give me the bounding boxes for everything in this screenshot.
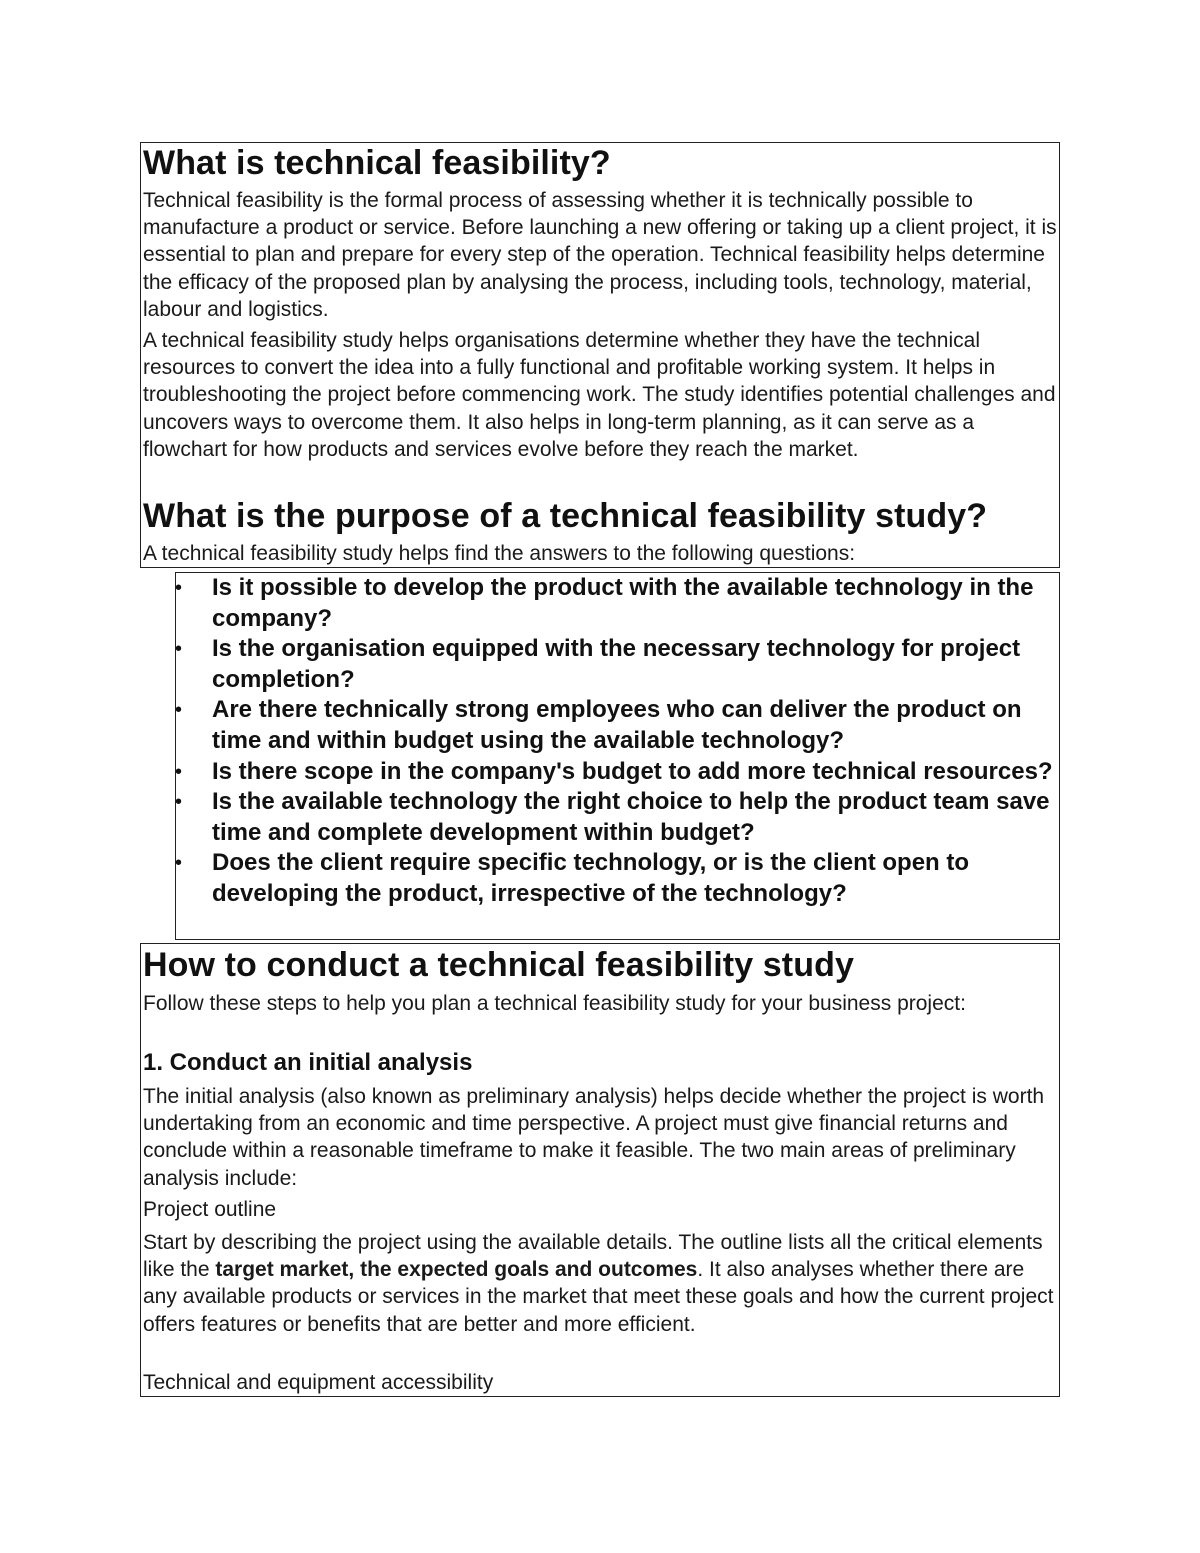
- list-item: [175, 573, 1055, 634]
- questions-list: [175, 573, 1055, 910]
- label-project-outline: Project outline: [143, 1198, 277, 1221]
- question-text: Are there technically strong employees who can deliver the product on time and within budget using the available technology?: [212, 696, 1022, 754]
- question-text: Does the client require specific technology, or is the client open to developing the product, irrespective of the technology?: [212, 849, 970, 907]
- paragraph-study-benefits: A technical feasibility study helps organisations determine whether they have the technical resources to convert the idea into a fully functional and profitable working system. It helps in troubleshooting the project before commencing work. The study identifies potential challenges and uncovers ways to overcome them. It also helps in long-term planning, as it can serve as a flowchart for how products and services evolve before they reach the market.: [143, 329, 1056, 461]
- bullet-icon: •: [175, 699, 183, 722]
- paragraph-initial-analysis: The initial analysis (also known as preliminary analysis) helps decide whether the project is worth undertaking from an economic and time perspective. A project must give financial returns and conclude within a reasonable timeframe to make it feasible. The two main areas of preliminary analysis include:: [143, 1085, 1045, 1190]
- question-text: Is the available technology the right choice to help the product team save time and complete development within budget?: [212, 788, 1050, 846]
- heading-step-1: 1. Conduct an initial analysis: [143, 1049, 473, 1076]
- bullet-icon: •: [175, 852, 183, 875]
- list-item: [175, 848, 1055, 909]
- outline-text-start: Start by describing the project using the available details. The outline lists all the critical elements like the: [143, 1231, 1043, 1282]
- heading-how-to-conduct: How to conduct a technical feasibility study: [143, 946, 854, 984]
- question-text: Is it possible to develop the product with the available technology in the company?: [212, 574, 1034, 632]
- paragraph-purpose-intro: A technical feasibility study helps find the answers to the following questions:: [143, 542, 856, 565]
- list-item: [175, 757, 1055, 788]
- bullet-icon: •: [175, 638, 183, 661]
- heading-what-is-technical-feasibility: What is technical feasibility?: [143, 144, 611, 182]
- bullet-icon: •: [175, 791, 183, 814]
- outline-text-end: . It also analyses whether there are any available products or services in the market that meet these goals and how the current project offers features or benefits that are better and more efficient.: [143, 1258, 1054, 1336]
- list-item: [175, 695, 1055, 756]
- question-text: Is the organisation equipped with the necessary technology for project completion?: [212, 635, 1021, 693]
- list-item: [175, 787, 1055, 848]
- question-text: Is there scope in the company's budget to add more technical resources?: [212, 757, 1053, 785]
- paragraph-definition: Technical feasibility is the formal process of assessing whether it is technically possible to manufacture a product or service. Before launching a new offering or taking up a client project, it is essential to plan and prepare for every step of the operation. Technical feasibility helps determine the efficacy of the proposed plan by analysing the process, including tools, technology, material, labour and logistics.: [143, 189, 1057, 321]
- bullet-icon: •: [175, 760, 183, 783]
- heading-purpose-of-study: What is the purpose of a technical feasibility study?: [143, 497, 988, 535]
- paragraph-how-to-intro: Follow these steps to help you plan a technical feasibility study for your business project:: [143, 992, 966, 1015]
- paragraph-project-outline: [143, 1229, 1058, 1338]
- outline-text-bold: target market, the expected goals and outcomes: [215, 1258, 698, 1282]
- label-technical-equipment-accessibility: Technical and equipment accessibility: [143, 1371, 494, 1394]
- bullet-icon: •: [175, 577, 183, 599]
- list-item: [175, 634, 1055, 695]
